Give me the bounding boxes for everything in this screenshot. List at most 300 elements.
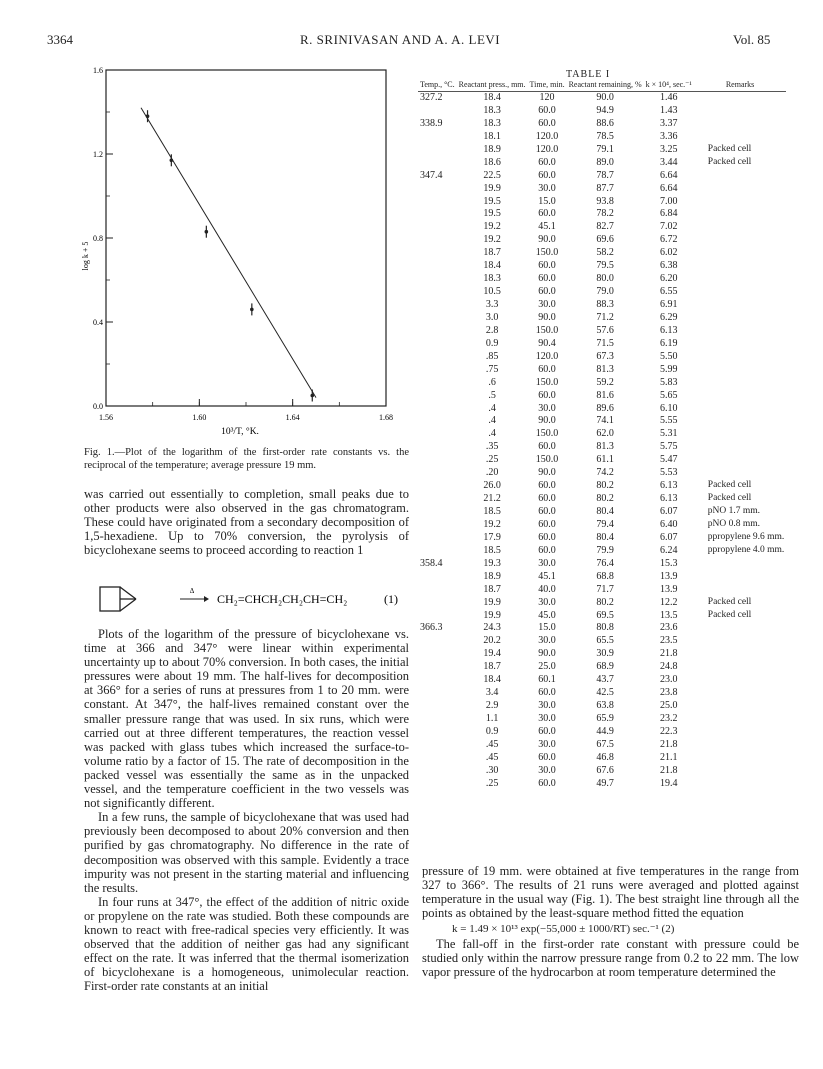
table-cell: 60.0 — [538, 518, 556, 530]
y-axis-label: log k + 5 — [81, 241, 90, 271]
table-cell — [418, 364, 457, 377]
table-cell: 120 — [539, 92, 555, 103]
table-cell — [694, 403, 787, 416]
table-row — [418, 441, 786, 454]
table-cell: Packed cell — [707, 596, 752, 607]
table-row — [418, 299, 786, 312]
table-cell: 89.6 — [596, 402, 614, 414]
table-cell: 60.0 — [538, 286, 556, 298]
table-cell: 12.2 — [659, 596, 678, 608]
table-cell: 80.2 — [596, 493, 614, 505]
table-cell — [694, 415, 787, 428]
table-cell: 150.0 — [535, 376, 559, 388]
table-row — [418, 597, 786, 610]
table-cell: 30.0 — [538, 182, 556, 194]
table-cell: 45.1 — [538, 570, 556, 582]
table-cell — [694, 118, 787, 131]
table-cell: 60.1 — [538, 674, 556, 686]
table-cell: 150.0 — [535, 428, 559, 440]
table-row — [418, 144, 786, 157]
table-cell: 23.8 — [659, 687, 678, 699]
table-cell: 79.0 — [596, 286, 614, 298]
table-cell: 74.1 — [596, 415, 614, 427]
table-cell — [694, 299, 787, 312]
volume-label: Vol. 85 — [733, 32, 771, 47]
table-cell: .25 — [485, 777, 499, 789]
table-cell — [418, 183, 457, 196]
y-tick-label: 0.0 — [93, 402, 103, 411]
table-cell: 5.47 — [659, 454, 678, 466]
table-cell: 13.9 — [659, 570, 678, 582]
table-cell — [418, 778, 457, 791]
table-cell — [418, 700, 457, 713]
table-cell: 74.2 — [596, 467, 614, 479]
table-cell: 22.3 — [659, 725, 678, 737]
table-cell: 150.0 — [535, 324, 559, 336]
table-cell — [694, 196, 787, 209]
table-cell: 90.0 — [538, 648, 556, 660]
table-row — [418, 584, 786, 597]
table-cell — [694, 558, 787, 571]
y-tick-label: 0.8 — [93, 234, 103, 243]
table-cell — [418, 390, 457, 403]
table-cell: 80.2 — [596, 480, 614, 492]
table-row — [418, 558, 786, 571]
data-point — [146, 114, 150, 118]
table-cell: 3.0 — [485, 311, 499, 323]
table-cell: 93.8 — [596, 195, 614, 207]
table-cell: .75 — [485, 363, 499, 375]
table-header-0: Temp., °C. — [418, 80, 457, 92]
table-cell — [694, 739, 787, 752]
table-cell — [418, 519, 457, 532]
table-cell: 60.0 — [538, 363, 556, 375]
table-cell: Packed cell — [707, 609, 752, 620]
table-cell: 89.0 — [596, 156, 614, 168]
table-cell: 6.07 — [659, 506, 678, 517]
table-cell: 67.6 — [596, 764, 614, 776]
table-cell: 0.9 — [485, 337, 499, 349]
table-row — [418, 545, 786, 558]
table-cell: 6.29 — [659, 311, 678, 323]
table-cell: 42.5 — [596, 687, 614, 699]
table-cell: 19.2 — [483, 234, 501, 246]
table-cell: .6 — [488, 376, 496, 388]
table-cell — [418, 286, 457, 299]
table-row — [418, 467, 786, 480]
table-cell: 18.5 — [483, 544, 501, 556]
table-cell: 60.0 — [538, 544, 556, 556]
table-cell: 3.25 — [659, 143, 678, 155]
table-cell: 6.13 — [659, 480, 678, 492]
data-point — [170, 159, 174, 163]
table-cell: 6.72 — [659, 234, 678, 246]
table-cell: 60.0 — [538, 687, 556, 699]
table-row — [418, 713, 786, 726]
table-cell — [694, 571, 787, 584]
table-cell: 58.2 — [596, 247, 614, 259]
table-row — [418, 428, 786, 441]
table-cell: 6.55 — [659, 286, 678, 298]
table-cell: 79.1 — [596, 143, 614, 155]
table-cell — [694, 467, 787, 480]
table-cell: 327.2 — [420, 92, 443, 103]
table-cell: 1.43 — [659, 104, 678, 116]
table-cell: 18.7 — [483, 247, 501, 259]
table-cell: 19.3 — [483, 557, 501, 569]
table-cell: 23.0 — [659, 674, 678, 686]
table-row — [418, 247, 786, 260]
table-row — [418, 610, 786, 623]
table-cell — [418, 403, 457, 416]
table-cell: 18.9 — [483, 570, 501, 582]
table-cell: 6.64 — [659, 182, 678, 194]
table-cell — [694, 726, 787, 739]
table-cell: 60.0 — [538, 273, 556, 285]
table-cell — [418, 260, 457, 273]
table-cell: 19.2 — [483, 221, 501, 233]
table-cell — [694, 221, 787, 234]
table-cell: 80.8 — [596, 622, 614, 634]
arrhenius-plot — [68, 66, 408, 436]
table-cell: 15.0 — [538, 622, 556, 634]
table-row — [418, 351, 786, 364]
table-row — [418, 196, 786, 209]
table-cell — [694, 131, 787, 144]
table-cell: 90.4 — [538, 337, 556, 349]
table-cell — [418, 415, 457, 428]
table-cell — [418, 338, 457, 351]
table-cell — [418, 144, 457, 157]
table-cell: 18.5 — [483, 506, 501, 517]
table-cell: 60.0 — [538, 156, 556, 168]
table-cell: .5 — [488, 389, 496, 401]
table-cell — [418, 726, 457, 739]
table-cell: 60.0 — [538, 480, 556, 492]
table-cell: 69.6 — [596, 234, 614, 246]
table-cell: 80.4 — [596, 531, 614, 543]
table-cell: 94.9 — [596, 104, 614, 116]
table-cell — [418, 325, 457, 338]
table-cell: 347.4 — [420, 169, 443, 181]
table-header-3: Reactant remaining, % — [567, 80, 644, 92]
table-cell: 21.1 — [659, 751, 678, 763]
table-cell: 25.0 — [538, 661, 556, 673]
reaction-number: (1) — [384, 592, 398, 606]
table-cell: 18.9 — [483, 143, 501, 155]
table-cell: 30.0 — [538, 402, 556, 414]
table-cell — [418, 273, 457, 286]
table-cell: 79.9 — [596, 544, 614, 556]
table-cell: 80.4 — [596, 506, 614, 517]
table-cell — [418, 571, 457, 584]
table-cell: 44.9 — [596, 725, 614, 737]
table-row — [418, 221, 786, 234]
table-cell: 19.9 — [483, 182, 501, 194]
left-paragraph-2: Plots of the logarithm of the pressure of bicyclohexane vs. time at 366 and 347° were linear within experimental uncertainty up to about 70% conversion. In both cases, the initial pressures were about 19 mm. The half-lives for decomposition at 366° for a series of runs at pressures from 1 to 20 mm. were constant. At 347°, the half-lives remained constant over the smaller pressure range that was used. In six runs, which were carried out at three different temperatures, the reaction vessel was packed with glass tubes which increased the surface-to-volume ratio by a factor of 15. The rate of decomposition in the packed vessel was essentially the same as in the unpacked vessel, and the temperature coefficient in the two vessels was not significantly different. — [84, 627, 409, 811]
table-cell — [694, 260, 787, 273]
table-cell: 81.6 — [596, 389, 614, 401]
table-cell: 366.3 — [420, 622, 443, 634]
left-paragraph-3: In a few runs, the sample of bicyclohexane that was used had previously been decomposed to about 20% conversion and then purified by gas chromatography. No difference in the rate of decomposition was observed with this sample. Evidently a trace impurity was not present in the starting material and influencing the results. — [84, 810, 409, 895]
table-cell: 18.4 — [483, 92, 501, 103]
table-cell: Packed cell — [707, 493, 752, 504]
table-cell: 90.0 — [538, 234, 556, 246]
table-cell — [418, 247, 457, 260]
table-cell: 30.0 — [538, 764, 556, 776]
table-row — [418, 752, 786, 765]
table-cell: 15.3 — [659, 557, 678, 569]
table-cell — [694, 428, 787, 441]
table-cell — [418, 752, 457, 765]
table-cell — [418, 441, 457, 454]
table-cell — [694, 377, 787, 390]
table-cell: 7.00 — [659, 195, 678, 207]
table-row — [418, 377, 786, 390]
table-cell: 82.7 — [596, 221, 614, 233]
table-cell: 19.9 — [483, 609, 501, 621]
table-cell: 65.9 — [596, 713, 614, 724]
table-row — [418, 480, 786, 493]
plot-marks — [141, 108, 316, 402]
table-row — [418, 170, 786, 183]
table-cell: 81.3 — [596, 441, 614, 453]
table-cell — [694, 312, 787, 325]
table-cell: 15.0 — [538, 195, 556, 207]
table-cell — [418, 234, 457, 247]
table-row — [418, 700, 786, 713]
table-cell: 60.0 — [538, 441, 556, 453]
table-cell — [418, 635, 457, 648]
table-cell: .4 — [488, 428, 496, 440]
table-cell: 40.0 — [538, 583, 556, 595]
table-cell — [694, 778, 787, 791]
left-paragraph-1: was carried out essentially to completion, small peaks due to other products were also observed in the gas chromatogram. These could have originated from a secondary decomposition of 1,5-hexadiene. Up to 70% conversion, the pyrolysis of bicyclohexane seems to proceed according to reaction 1 — [84, 487, 409, 558]
left-paragraphs — [84, 627, 409, 993]
table-cell — [694, 364, 787, 377]
data-point — [310, 394, 314, 398]
table-row — [418, 312, 786, 325]
table-cell — [694, 390, 787, 403]
data-point — [205, 230, 209, 234]
table-cell: 21.8 — [659, 764, 678, 776]
table-cell — [418, 299, 457, 312]
table-header-4: k × 10⁴, sec.⁻¹ — [644, 80, 694, 92]
table-cell: 7.02 — [659, 221, 678, 233]
table-header-5: Remarks — [694, 80, 787, 92]
table-cell: 78.7 — [596, 169, 614, 181]
table-cell: 21.8 — [659, 648, 678, 660]
table-cell: 45.0 — [538, 609, 556, 621]
table-cell: 60.0 — [538, 389, 556, 401]
table-cell — [418, 480, 457, 493]
table-cell — [694, 648, 787, 661]
table-cell: Packed cell — [707, 156, 752, 167]
table-cell: 5.75 — [659, 441, 678, 453]
table-cell: 30.0 — [538, 713, 556, 724]
table-row — [418, 454, 786, 467]
table-row — [418, 519, 786, 532]
reaction-product: CH₂=CHCH₂CH₂CH=CH₂ — [217, 592, 348, 606]
table-row — [418, 765, 786, 778]
table-cell — [694, 661, 787, 674]
table-cell: 6.10 — [659, 402, 678, 414]
table-cell: 5.50 — [659, 350, 678, 362]
table-cell: 13.9 — [659, 583, 678, 595]
table-cell: 30.0 — [538, 635, 556, 647]
table-row — [418, 739, 786, 752]
table-cell: .30 — [485, 764, 499, 776]
y-tick-label: 0.4 — [93, 318, 103, 327]
table-row — [418, 273, 786, 286]
table-cell: 1.46 — [659, 92, 678, 103]
table-row — [418, 403, 786, 416]
table-cell: 26.0 — [483, 480, 501, 492]
table-cell — [694, 752, 787, 765]
table-cell: 80.2 — [596, 596, 614, 608]
table-cell: 2.9 — [485, 700, 499, 712]
table-cell: 30.9 — [596, 648, 614, 660]
table-cell — [694, 454, 787, 467]
table-cell: 19.4 — [659, 777, 678, 789]
table-cell — [418, 545, 457, 558]
table-cell — [418, 208, 457, 221]
table-cell — [418, 454, 457, 467]
table-cell: .35 — [485, 441, 499, 453]
table-cell: 2.8 — [485, 324, 499, 336]
table-cell — [418, 687, 457, 700]
table-row — [418, 493, 786, 506]
table-cell: Packed cell — [707, 480, 752, 491]
table-cell: .45 — [485, 751, 499, 763]
table-cell: 1.1 — [485, 713, 499, 724]
table-cell: 18.3 — [483, 104, 501, 116]
table-row — [418, 532, 786, 545]
table-cell: 90.0 — [538, 467, 556, 479]
table-row — [418, 674, 786, 687]
table-row — [418, 183, 786, 196]
table-row — [418, 286, 786, 299]
table-cell: 6.84 — [659, 208, 678, 220]
table-cell: 67.5 — [596, 738, 614, 750]
table-cell — [694, 441, 787, 454]
table-cell: 18.3 — [483, 273, 501, 285]
table-cell — [694, 325, 787, 338]
rate-equation: k = 1.49 × 10¹³ exp(−55,000 ± 1000/RT) sec.⁻¹ (2) — [452, 923, 675, 935]
table-cell — [418, 713, 457, 726]
table-cell — [694, 338, 787, 351]
table-cell: 6.64 — [659, 169, 678, 181]
table-cell: 120.0 — [535, 130, 559, 142]
table-cell — [694, 170, 787, 183]
table-cell — [418, 131, 457, 144]
table-row — [418, 118, 786, 131]
table-cell: 59.2 — [596, 376, 614, 388]
table-row — [418, 131, 786, 144]
table-cell — [418, 648, 457, 661]
table-cell — [418, 351, 457, 364]
table-row — [418, 622, 786, 635]
right-paragraph-2: The fall-off in the first-order rate constant with pressure could be studied only within the narrow pressure range from 0.2 to 22 mm. The low vapor pressure of the hydrocarbon at room temperature determined the — [422, 937, 799, 980]
table-cell: 79.4 — [596, 518, 614, 530]
table-cell: 60.0 — [538, 506, 556, 517]
table-cell — [418, 312, 457, 325]
table-cell: 78.5 — [596, 130, 614, 142]
table-cell: 81.3 — [596, 363, 614, 375]
table-cell — [694, 765, 787, 778]
table-cell: 60.0 — [538, 169, 556, 181]
table-cell: 46.8 — [596, 751, 614, 763]
reaction-scheme — [84, 583, 409, 619]
table-row — [418, 571, 786, 584]
table-cell: 3.3 — [485, 299, 499, 310]
table-cell: 43.7 — [596, 674, 614, 686]
table-cell — [694, 273, 787, 286]
table-cell: 69.5 — [596, 609, 614, 621]
table-cell: 19.5 — [483, 208, 501, 220]
table-cell: 23.2 — [659, 713, 678, 724]
fit-line — [141, 108, 316, 398]
table-cell: 19.2 — [483, 518, 501, 530]
table-row — [418, 364, 786, 377]
table-cell: 6.13 — [659, 493, 678, 505]
table-cell — [694, 234, 787, 247]
table-cell: 63.8 — [596, 700, 614, 712]
table-cell: 150.0 — [535, 454, 559, 466]
table-cell: 18.4 — [483, 260, 501, 272]
table-cell — [694, 622, 787, 635]
table-cell: 87.7 — [596, 182, 614, 194]
table-cell: 30.0 — [538, 596, 556, 608]
table-row — [418, 260, 786, 273]
table-cell: 13.5 — [659, 609, 678, 621]
table-cell: 6.91 — [659, 299, 678, 310]
table-cell — [418, 661, 457, 674]
table-cell: 60.0 — [538, 208, 556, 220]
table-cell: 6.40 — [659, 518, 678, 530]
table-cell: 358.4 — [420, 557, 443, 569]
table-cell: 6.38 — [659, 260, 678, 272]
table-cell: 68.9 — [596, 661, 614, 673]
x-tick-label: 1.68 — [379, 413, 393, 422]
table-cell: 18.1 — [483, 130, 501, 142]
table-cell: 60.0 — [538, 777, 556, 789]
table-cell — [418, 597, 457, 610]
table-cell: 21.8 — [659, 738, 678, 750]
table-cell — [694, 700, 787, 713]
table-cell — [694, 183, 787, 196]
table-cell — [694, 92, 787, 105]
table-row — [418, 661, 786, 674]
table-cell — [418, 105, 457, 118]
table-cell: 6.19 — [659, 337, 678, 349]
reaction-arrow-label: Δ — [189, 587, 195, 595]
table-cell: 6.20 — [659, 273, 678, 285]
table-cell — [418, 467, 457, 480]
table-row — [418, 234, 786, 247]
table-cell: 5.53 — [659, 467, 678, 479]
table-cell: 17.9 — [483, 531, 501, 543]
table-row — [418, 338, 786, 351]
table-cell — [694, 584, 787, 597]
running-head-authors: R. SRINIVASAN AND A. A. LEVI — [300, 32, 501, 47]
table-cell: 10.5 — [483, 286, 501, 298]
table-row — [418, 157, 786, 170]
table-cell — [418, 674, 457, 687]
table-cell — [694, 674, 787, 687]
table-cell: 90.0 — [538, 311, 556, 323]
data-point — [250, 308, 254, 312]
